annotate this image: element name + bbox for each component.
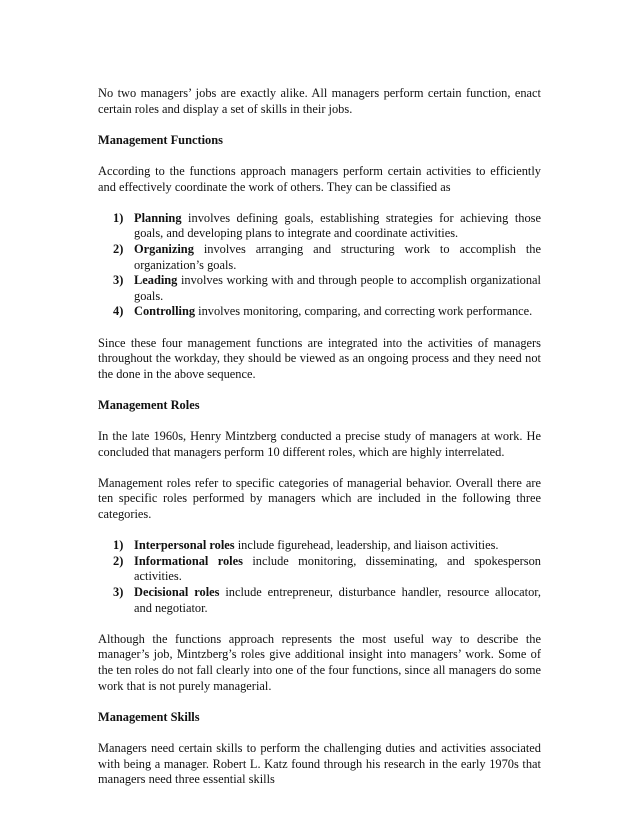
functions-heading: Management Functions — [98, 132, 223, 147]
list-item-text — [134, 585, 541, 616]
list-item — [98, 538, 541, 554]
functions-list — [98, 211, 541, 320]
list-term: Controlling — [134, 304, 196, 319]
list-term: Leading — [134, 273, 178, 288]
list-term: Organizing — [134, 241, 194, 256]
list-number: 3) — [113, 585, 124, 599]
list-description: involves arranging and structuring work to accomplish the organization’s goals. — [134, 241, 541, 272]
list-number: 1) — [113, 538, 124, 553]
list-item — [98, 554, 541, 585]
list-number: 2) — [113, 553, 124, 568]
roles-paragraph-1: In the late 1960s, Henry Mintzberg conducted a precise study of managers at work. He concluded that managers perform 10 different roles, which are highly interrelated. — [98, 429, 541, 459]
list-item-text — [134, 554, 541, 585]
list-item — [98, 242, 541, 273]
functions-intro-paragraph: According to the functions approach managers perform certain activities to efficiently and effectively coordinate the work of others. They can be classified as — [98, 163, 541, 194]
list-number: 3) — [113, 273, 124, 288]
list-number: 1) — [113, 210, 124, 225]
list-description: include monitoring, disseminating, and spokesperson activities. — [134, 553, 541, 584]
roles-closing-paragraph: Although the functions approach represents the most useful way to describe the manager’s job, Mintzberg’s roles give additional insight into managers’ work. Some of the ten roles do not fall clearly into one of the four functions, since all managers do some work that is not purely managerial. — [98, 631, 541, 693]
list-item — [98, 585, 541, 616]
list-term: Planning — [134, 210, 182, 225]
skills-heading: Management Skills — [98, 709, 200, 724]
list-description: involves monitoring, comparing, and correcting work performance. — [195, 304, 533, 319]
list-number: 2) — [113, 241, 124, 256]
functions-closing-paragraph: Since these four management functions are integrated into the activities of managers throughout the workday, they should be viewed as an ongoing process and they need not the done in the above sequence. — [98, 335, 541, 381]
roles-list — [98, 538, 541, 616]
roles-heading: Management Roles — [98, 397, 200, 412]
document-page — [98, 86, 541, 803]
intro-paragraph: No two managers’ jobs are exactly alike. All managers perform certain function, enact certain roles and display a set of skills in their jobs. — [98, 86, 541, 116]
list-description: involves working with and through people to accomplish organizational goals. — [134, 273, 541, 303]
list-item-text — [134, 211, 541, 242]
skills-paragraph-1: Managers need certain skills to perform the challenging duties and activities associated with being a manager. Robert L. Katz found through his research in the early 1970s that managers need three essential skills — [98, 740, 541, 787]
list-term: Interpersonal roles — [134, 538, 235, 553]
list-item — [98, 304, 541, 320]
list-description: include entrepreneur, disturbance handler, resource allocator, and negotiator. — [134, 585, 541, 615]
list-item-text — [134, 273, 541, 304]
list-item-text — [134, 538, 541, 554]
list-term: Informational roles — [134, 553, 243, 568]
list-item — [98, 273, 541, 304]
list-item-text — [134, 304, 541, 320]
list-description: involves defining goals, establishing strategies for achieving those goals, and developing plans to integrate and coordinate activities. — [134, 210, 541, 241]
list-description: include figurehead, leadership, and liaison activities. — [234, 538, 499, 553]
list-item — [98, 211, 541, 242]
roles-paragraph-2: Management roles refer to specific categories of managerial behavior. Overall there are ten specific roles performed by managers which are included in the following three categories. — [98, 475, 541, 522]
list-term: Decisional roles — [134, 585, 220, 599]
list-item-text — [134, 242, 541, 273]
list-number: 4) — [113, 304, 124, 319]
